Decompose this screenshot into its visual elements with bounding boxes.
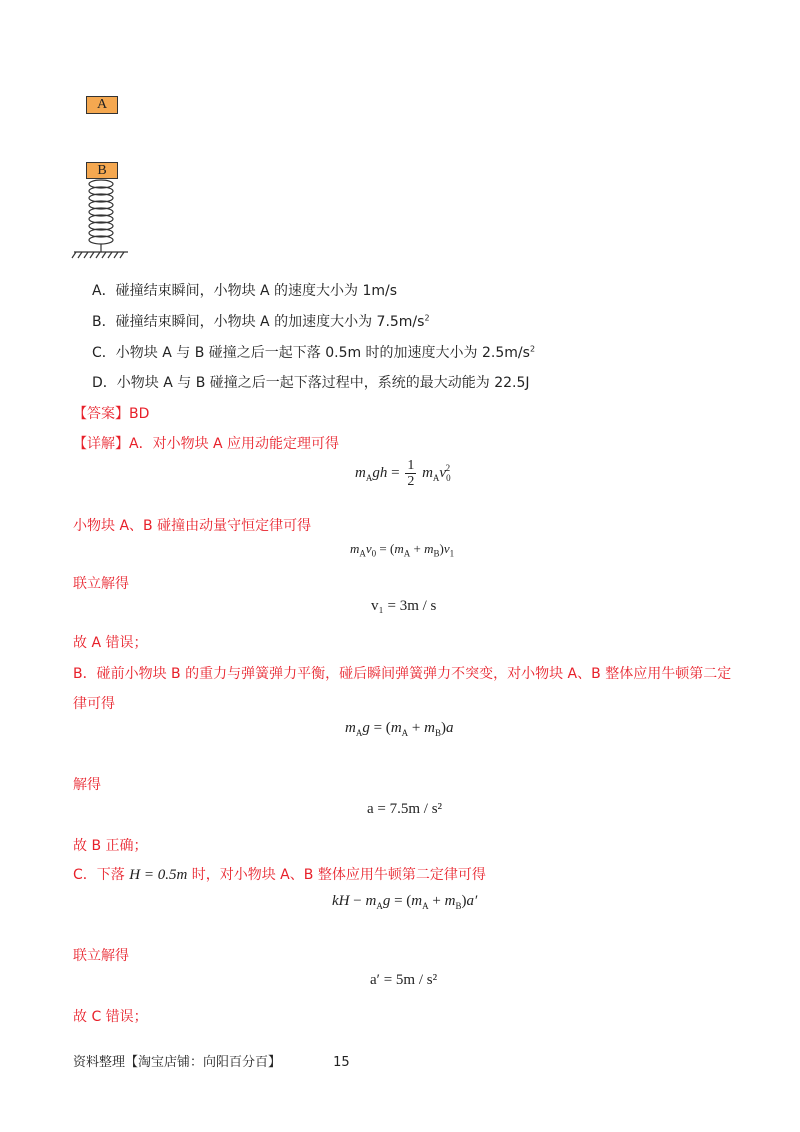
option-c: [92, 342, 535, 362]
spring-diagram: [70, 178, 130, 260]
explanation-c-post: 时，对小物块 A、B 整体应用牛顿第二定律可得: [191, 867, 486, 883]
page-number: 15: [333, 1055, 350, 1070]
explanation-solve-1: 联立解得: [73, 576, 129, 592]
explanation-b-line-2: 律可得: [73, 696, 115, 712]
option-c-text: C．小物块 A 与 B 碰撞之后一起下落 0.5m 时的加速度大小为 2.5m/s: [92, 345, 530, 361]
block-b: [86, 162, 118, 179]
equation-momentum: $m_Av_0 = (m_A + m_B)v_1$: [350, 541, 455, 559]
explanation-b-right: 故 B 正确；: [73, 838, 148, 854]
equation-v1: v₁ = 3m / s: [371, 598, 437, 614]
explanation-a-wrong: 故 A 错误；: [73, 635, 148, 651]
block-a: [86, 96, 118, 114]
option-c-sup: 2: [529, 344, 536, 354]
equation-a-prime: a′ = 5m / s²: [370, 972, 438, 988]
explanation-b-line-1: B．碰前小物块 B 的重力与弹簧弹力平衡，碰后瞬间弹簧弹力不突变，对小物块 A、B 整体应用牛顿第二定: [73, 666, 732, 682]
option-b: [92, 311, 430, 331]
explanation-intro: 【详解】A．对小物块 A 应用动能定理可得: [73, 436, 340, 452]
explanation-c-pre: C．下落: [73, 867, 125, 883]
explanation-c-height: H = 0.5m: [129, 867, 188, 883]
explanation-c-wrong: 故 C 错误；: [73, 1009, 148, 1025]
footer-source: 资料整理【淘宝店铺：向阳百分百】: [73, 1055, 282, 1070]
explanation-solve-3: 联立解得: [73, 948, 129, 964]
equation-newton-b: $m_Ag = (m_A + m_B)a$: [345, 720, 454, 738]
option-b-text: B．碰撞结束瞬间，小物块 A 的加速度大小为 7.5m/s: [92, 314, 425, 330]
page-footer: [73, 1051, 350, 1070]
block-a-label: A: [96, 97, 108, 112]
explanation-solve-2: 解得: [73, 777, 101, 793]
explanation-momentum: 小物块 A、B 碰撞由动量守恒定律可得: [73, 518, 312, 534]
spring-coil-icon: [89, 180, 113, 252]
option-b-sup: 2: [424, 313, 430, 323]
explanation-c-line: [73, 864, 486, 884]
ground-hatch-icon: [72, 252, 128, 258]
option-d: D．小物块 A 与 B 碰撞之后一起下落过程中，系统的最大动能为 22.5J: [92, 375, 530, 391]
equation-energy: $m_Agh$ = $\frac{1}{2}$ $m_Av_0^2$: [355, 458, 451, 489]
equation-a: a = 7.5m / s²: [367, 801, 443, 817]
option-a: A．碰撞结束瞬间，小物块 A 的速度大小为 1m/s: [92, 283, 398, 299]
block-b-label: B: [97, 163, 107, 178]
answer-label: 【答案】BD: [73, 406, 150, 422]
equation-newton-c: kH − $m_Ag = (m_A + m_B)a'$: [332, 893, 478, 911]
